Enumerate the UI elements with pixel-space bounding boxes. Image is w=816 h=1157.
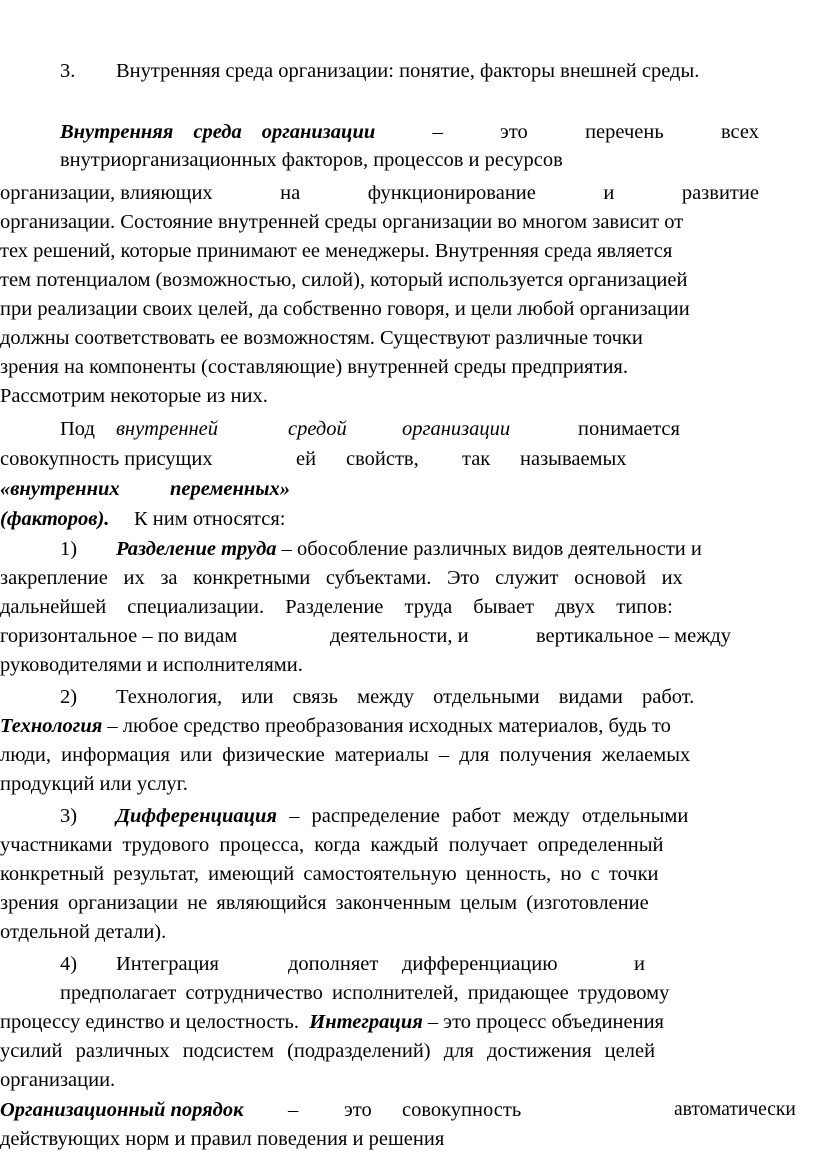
def-word: перечень: [585, 121, 664, 143]
item-1-line-2: [0, 565, 759, 591]
item-1-line-1-rest: – обособление различных видов деятельности и: [281, 538, 702, 560]
definition-line-5: тех решений, которые принимают ее менеджеры. Внутренняя среда является: [0, 240, 673, 262]
item-1-l4-b: деятельности, и: [330, 625, 469, 647]
order-term: Организационный порядок: [0, 1099, 244, 1121]
item-3-term: Дифференциация: [116, 805, 277, 827]
item-3-line-3: конкретный результат, имеющий самостоятельную ценность, но с точки: [0, 863, 659, 885]
order-word-avto: автоматически: [674, 1099, 796, 1120]
def-word: организации, влияющих: [0, 182, 213, 204]
item-3-line-5: отдельной детали).: [0, 921, 167, 943]
under-word-pod: Под: [60, 418, 95, 440]
item-3-line-4: зрения организации не являющийся законченным целым (изготовление: [0, 892, 649, 914]
definition-line-2: внутриорганизационных факторов, процессов и ресурсов: [60, 149, 563, 171]
item-4-term: Интеграция: [309, 1011, 423, 1033]
definition-line-6: тем потенциалом (возможностью, силой), который используется организацией: [0, 269, 688, 291]
under-term-w1: внутренней: [116, 418, 219, 440]
def-dash: –: [432, 121, 443, 143]
item-2-line-1: Технология, или связь между отдельными видами работ.: [116, 686, 695, 708]
def-term-w1: Внутренняя: [60, 121, 174, 143]
def-term-w2: среда: [193, 121, 242, 143]
under-term-w3: организации: [402, 418, 511, 440]
item-1-l4-a: горизонтальное – по видам: [0, 625, 238, 647]
definition-line-4: организации. Состояние внутренней среды организации во многом зависит от: [0, 211, 684, 233]
definition-line-3: [0, 180, 759, 206]
order-line-2: действующих норм и правил поведения и решения: [0, 1128, 445, 1150]
def-word: развитие: [681, 182, 759, 204]
item-2-term: Технология: [0, 715, 103, 737]
definition-line-10: Рассмотрим некоторые из них.: [0, 385, 268, 407]
under-term-w2: средой: [288, 418, 347, 440]
item-1-line-2-text: закрепление их за конкретными субъектами. Это служит основой их: [0, 567, 683, 589]
order-word-eto: это: [344, 1099, 372, 1121]
item-4-line-3-rest: – это процесс объединения: [427, 1011, 664, 1033]
item-2-line-4: продукций или услуг.: [0, 773, 188, 795]
under-l4-term: (факторов).: [0, 508, 110, 530]
item-2-line-3: люди, информация или физические материалы – для получения желаемых: [0, 744, 691, 766]
def-word: функционирование: [367, 182, 536, 204]
item-1-line-1: [116, 536, 702, 562]
under-l2-e: называемых: [520, 448, 627, 470]
item-1-term: Разделение труда: [116, 538, 277, 560]
definition-line-9: зрения на компоненты (составляющие) внутренней среды предприятия.: [0, 356, 628, 378]
order-word-sovokupnost: совокупность: [402, 1099, 522, 1121]
item-2-line-2-rest: – любое средство преобразования исходных материалов, будь то: [107, 715, 671, 737]
order-dash: –: [288, 1099, 299, 1121]
section-title: Внутренняя среда организации: понятие, факторы внешней среды.: [116, 60, 700, 82]
def-word: это: [500, 121, 528, 143]
item-4-line-2: предполагает сотрудничество исполнителей, придающее трудовому: [60, 982, 670, 1004]
under-l2-d: так: [462, 448, 491, 470]
item-4-line-3-a: процессу единство и целостность.: [0, 1011, 300, 1033]
item-4-line-3: [0, 1009, 664, 1035]
definition-line-8: должны соответствовать ее возможностям. Существуют различные точки: [0, 327, 643, 349]
item-4-number: 4): [60, 953, 78, 975]
item-4-word-c: дифференциацию: [402, 953, 558, 975]
def-word: на: [280, 182, 301, 204]
def-word: и: [603, 182, 615, 204]
item-4-line-4: усилий различных подсистем (подразделений) для достижения целей: [0, 1040, 656, 1062]
under-l2-c: свойств,: [346, 448, 419, 470]
item-2-number: 2): [60, 686, 78, 708]
definition-line-7: при реализации своих целей, да собственно говоря, и цели любой организации: [0, 298, 690, 320]
item-1-line-3: дальнейшей специализации. Разделение труда бывает двух типов:: [0, 596, 673, 618]
item-3-number: 3): [60, 805, 78, 827]
def-term-w3: организации: [261, 121, 376, 143]
item-1-line-5: руководителями и исполнителями.: [0, 654, 303, 676]
under-l4-rest: К ним относятся:: [134, 508, 286, 530]
under-l3-a: «внутренних: [0, 478, 120, 500]
item-1-number: 1): [60, 538, 78, 560]
item-1-l4-c: вертикальное – между: [536, 625, 732, 647]
item-4-word-b: дополняет: [288, 953, 379, 975]
def-term: [60, 119, 375, 145]
item-3-line-2: участниками трудового процесса, когда каждый получает определенный: [0, 834, 664, 856]
under-l2-b: ей: [296, 448, 317, 470]
item-4-word-a: Интеграция: [116, 953, 219, 975]
def-word: всех: [720, 121, 759, 143]
item-4-word-d: и: [634, 953, 645, 975]
item-3-line-1-rest: – распределение работ между отдельными: [289, 805, 689, 827]
definition-line-1: [60, 119, 759, 145]
section-number: 3.: [60, 60, 76, 82]
under-l2-a: совокупность присущих: [0, 448, 213, 470]
item-2-line-2: [0, 713, 671, 739]
under-word-ponimaetsya: понимается: [578, 418, 680, 440]
item-3-line-1: [116, 803, 688, 829]
item-4-line-5: организации.: [0, 1069, 116, 1091]
under-l3-b: переменных»: [170, 478, 290, 500]
